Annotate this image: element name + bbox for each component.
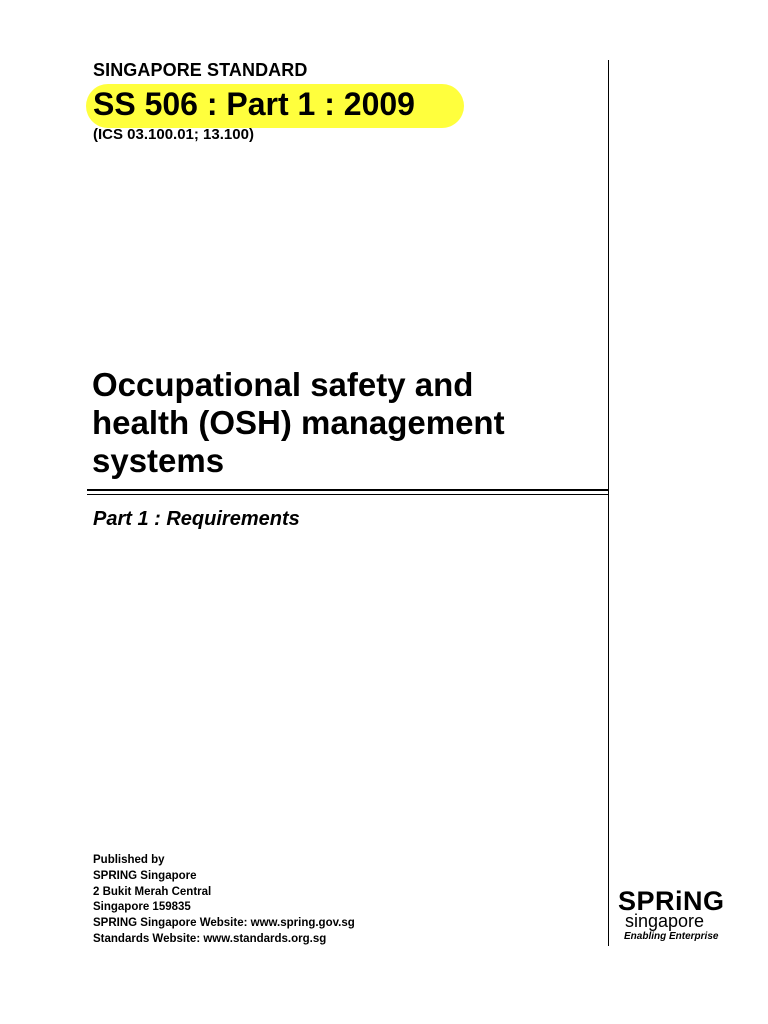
- publisher-line: Published by: [93, 854, 165, 866]
- vertical-divider: [608, 60, 609, 946]
- title-rule-thick: [87, 489, 609, 491]
- publisher-line: 2 Bukit Merah Central: [93, 885, 212, 898]
- standard-number: SS 506 : Part 1 : 2009: [93, 86, 415, 122]
- document-title: [92, 366, 592, 480]
- logo-subtext: singapore: [625, 911, 705, 931]
- logo-tagline: Enabling Enterprise: [624, 931, 719, 942]
- ics-code: (ICS 03.100.01; 13.100): [93, 126, 254, 143]
- part-subtitle: Part 1 : Requirements: [93, 508, 300, 530]
- publisher-line: Singapore 159835: [93, 901, 191, 914]
- title-line-3: systems: [92, 442, 225, 479]
- publisher-line: SPRING Singapore: [93, 869, 197, 882]
- publisher-line: Standards Website: www.standards.org.sg: [93, 932, 327, 945]
- publisher-line: SPRING Singapore Website: www.spring.gov.sg: [93, 917, 355, 930]
- standard-label: SINGAPORE STANDARD: [93, 60, 308, 80]
- title-line-1: Occupational safety and: [92, 366, 474, 403]
- publisher-block: [93, 853, 355, 948]
- logo-wordmark: SPRiNG: [618, 886, 725, 916]
- title-line-2: health (OSH) management: [92, 404, 505, 441]
- title-rule-thin: [87, 494, 609, 495]
- spring-singapore-logo: [618, 886, 738, 946]
